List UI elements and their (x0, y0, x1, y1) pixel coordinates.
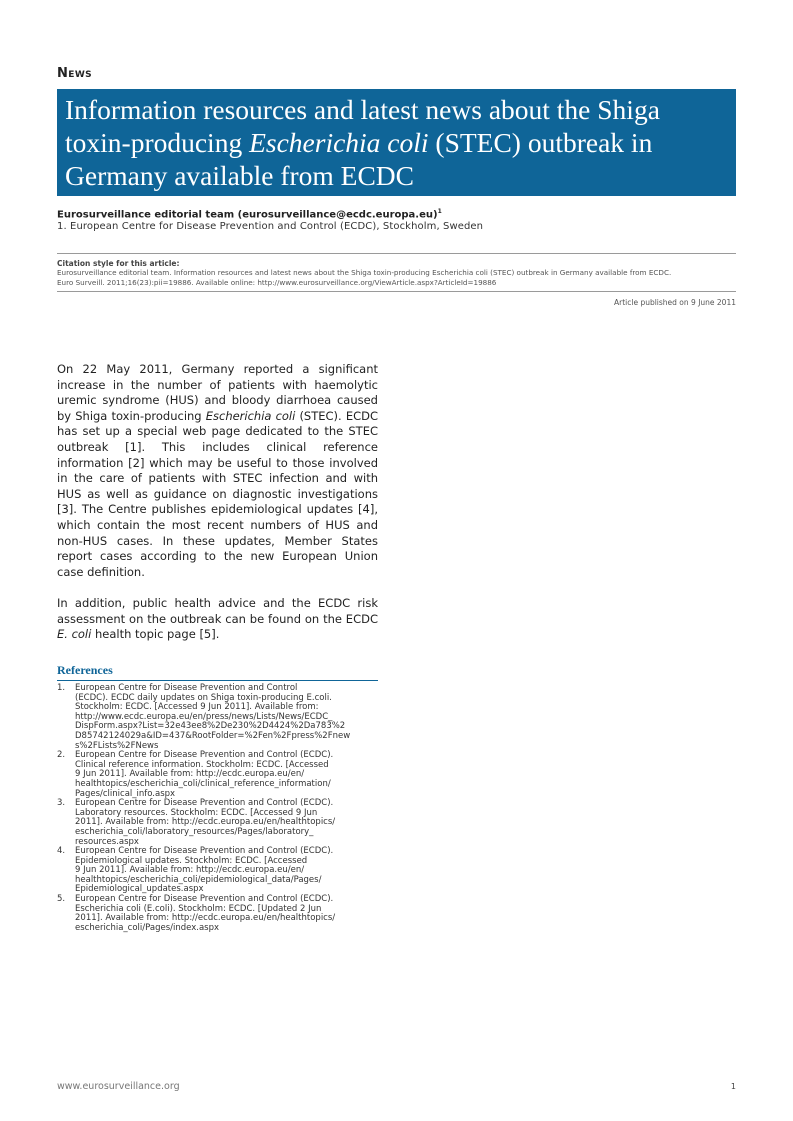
species-name: E. coli (57, 627, 92, 642)
citation-line[interactable]: Euro Surveill. 2011;16(23):pii=19886. Available online: http://www.eurosurveillance.org/ViewArticle.aspx?ArticleId=19886 (57, 277, 497, 287)
reference-text[interactable]: European Centre for Disease Prevention and Control (ECDC). Escherichia coli (E.coli). Stockholm: ECDC. [Updated 2 Jun 2011]. Available from: http://ecdc.europa.eu/en/healthtopics/ escherichia_coli/Pages/index.aspx (75, 894, 336, 933)
publication-date: Article published on 9 June 2011 (614, 298, 736, 307)
footer-url[interactable]: www.eurosurveillance.org (57, 1081, 180, 1092)
title-part: Information resources and latest news about the Shiga toxin-producing (65, 94, 660, 158)
citation-text (57, 268, 747, 287)
text: In addition, public health advice and the ECDC risk assessment on the outbreak can be found on the ECDC (57, 595, 378, 626)
references-list (57, 684, 387, 933)
author-name[interactable]: Eurosurveillance editorial team (eurosurveillance@ecdc.europa.eu) (57, 209, 438, 221)
title-italic: Escherichia coli (249, 127, 429, 158)
citation-line: Eurosurveillance editorial team. Information resources and latest news about the Shiga toxin-producing Escherichia coli (STEC) outbreak in Germany available from ECDC. (57, 268, 672, 277)
title-part: (STEC) outbreak in Germany available from ECDC (65, 127, 653, 191)
reference-text[interactable]: European Centre for Disease Prevention and Control (ECDC). ECDC daily updates on Shiga toxin-producing E.coli. Stockholm: ECDC. [Accessed 9 Jun 2011]. Available from: http://www.ecdc.europa.eu/en/press/news/Lists/News/ECDC_ DispForm.aspx?List=32e43ee8%2De230%2D4424%2Da783%2 D85742124029a&ID=437&RootFolder=%2Fen%2Fpress%2Fnew s%2FLists%2FNews (75, 683, 351, 751)
divider (57, 253, 736, 254)
reference-text[interactable]: European Centre for Disease Prevention and Control (ECDC). Epidemiological updates. Stockholm: ECDC. [Accessed 9 Jun 2011]. Available from: http://ecdc.europa.eu/en/ healthtopics/escherichia_coli/epidemiological_data/Pages/ Epidemiological_updates.aspx (75, 846, 334, 895)
reference-text[interactable]: European Centre for Disease Prevention and Control (ECDC). Clinical reference information. Stockholm: ECDC. [Accessed 9 Jun 2011]. Available from: http://ecdc.europa.eu/en/ healthtopics/escherichia_coli/clinical_reference_information/ Pages/clinical_info.aspx (75, 750, 334, 799)
body-paragraph (57, 596, 378, 643)
text: health topic page [5]. (91, 627, 220, 642)
page-number: 1 (730, 1082, 736, 1091)
affiliation-marker: 1 (437, 208, 442, 215)
reference-number: 4. (57, 846, 66, 857)
species-name: Escherichia coli (205, 408, 296, 423)
reference-item (57, 847, 387, 895)
reference-number: 5. (57, 894, 66, 905)
reference-item (57, 751, 387, 799)
affiliation: 1. European Centre for Disease Prevention and Control (ECDC), Stockholm, Sweden (57, 221, 484, 232)
reference-item (57, 799, 387, 847)
article-body (57, 362, 378, 643)
reference-item (57, 684, 387, 751)
title-banner (57, 89, 736, 196)
body-paragraph (57, 362, 378, 580)
text: On 22 May 2011, Germany reported a significant increase in the number of patients with haemolytic uremic syndrome (HUS) and bloody diarrhoea caused by Shiga toxin-producing (57, 362, 378, 423)
references-heading: References (57, 663, 378, 681)
divider (57, 291, 736, 292)
reference-text[interactable]: European Centre for Disease Prevention and Control (ECDC). Laboratory resources. Stockholm: ECDC. [Accessed 9 Jun 2011]. Available from: http://ecdc.europa.eu/en/healthtopics/ escherichia_coli/laboratory_resources/Pages/laboratory_ resources.aspx (75, 798, 336, 847)
reference-number: 1. (57, 683, 66, 693)
authors (57, 208, 442, 220)
reference-item (57, 895, 387, 933)
text: (STEC). ECDC has set up a special web page dedicated to the STEC outbreak [1]. This includes clinical reference information [2] which may be useful to those involved in the care of patients with STEC infection and with HUS as well as guidance on diagnostic investigations [3]. The Centre publishes epidemiological updates [4], which contain the most recent numbers of HUS and non-HUS cases. In these updates, Member States report cases according to the new European Union case definition. (57, 408, 378, 579)
reference-number: 3. (57, 798, 66, 809)
section-label: News (57, 66, 93, 81)
reference-number: 2. (57, 750, 66, 761)
article-title (65, 93, 728, 192)
citation-label: Citation style for this article: (57, 259, 180, 268)
